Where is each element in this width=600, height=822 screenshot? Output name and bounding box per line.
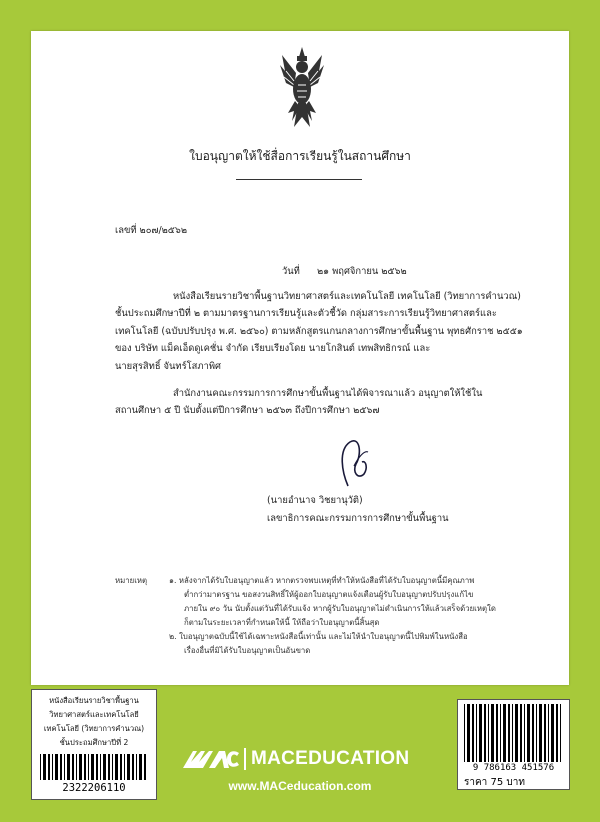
paragraph-line: ชั้นประถมศึกษาปีที่ ๒ ตามมาตรฐานการเรียนรู้และตัวชี้วัด กลุ่มสาระการเรียนรู้วิทยาศาสตร์และ [115,308,497,319]
barcode-bar [464,704,465,762]
barcode-bar [91,754,94,780]
note-line: เรื่องอื่นที่มิได้รับใบอนุญาตเป็นอันขาด [184,646,311,655]
barcode-bar [108,754,110,780]
note-line: ๒. ใบอนุญาตฉบับนี้ใช้ได้เฉพาะหนังสือนี้เท่านั้น และไม่ให้นำใบอนุญาตนี้ไปพิมพ์ในหนังสือ [169,632,468,641]
book-code: 2322206110 [62,782,126,794]
book-info-line: ชั้นประถมศึกษาปีที่ 2 [59,738,129,747]
document-title: ใบอนุญาตให้ใช้สื่อการเรียนรู้ในสถานศึกษา [189,149,411,163]
barcode-bar [100,754,101,780]
barcode-bar [144,754,146,780]
barcode-bar [491,704,494,762]
publisher-url: www.MACeducation.com [228,779,372,793]
barcode-bar [503,704,506,762]
barcode-bar [40,754,41,780]
barcode-bar [524,704,525,762]
license-document [31,31,569,685]
signer-title: เลขาธิการคณะกรรมการการศึกษาขั้นพื้นฐาน [267,513,449,524]
book-info-line: เทคโนโลยี (วิทยาการคำนวณ) [43,724,145,733]
signature-mark [328,436,388,490]
document-number: เลขที่ ๒๐๗/๒๕๖๒ [115,225,188,236]
barcode-bar [520,704,522,762]
barcode-bar [476,704,477,762]
barcode-bar [467,704,470,762]
barcode-bar [544,704,546,762]
barcode-bar [112,754,113,780]
barcode-bar [515,704,518,762]
date-value: ๒๑ พฤศจิกายน ๒๕๖๒ [317,266,407,277]
signer-name: (นายอำนาจ วิชยานุวัติ) [267,495,363,506]
barcode-bar [551,704,554,762]
barcode-bar [84,754,86,780]
note-line: ภายใน ๙๐ วัน นับตั้งแต่วันที่ได้รับแจ้ง หากผู้รับใบอนุญาตไม่ดำเนินการให้แล้วเสร็จด้วยเหตุใด [184,604,496,613]
barcode-bar [124,754,125,780]
paragraph-line: หนังสือเรียนรายวิชาพื้นฐานวิทยาศาสตร์และเทคโนโลยี เทคโนโลยี (วิทยาการคำนวณ) [173,291,521,302]
note-line: ๑. หลังจากได้รับใบอนุญาตแล้ว หากตรวจพบเหตุที่ทำให้หนังสือที่ได้รับใบอนุญาตนี้มีคุณภาพ [169,576,475,585]
barcode-bar [43,754,46,780]
barcode-bar [496,704,498,762]
note-line: ก็ตามในระยะเวลาที่กำหนดให้นี้ ให้ถือว่าใบอนุญาตนี้สิ้นสุด [184,618,380,627]
barcode-bar [508,704,510,762]
barcode-bar [512,704,513,762]
barcode-icon [38,754,150,780]
barcode-bar [548,704,549,762]
brand-divider [244,748,246,770]
barcode-bar [500,704,501,762]
barcode-bar [527,704,530,762]
date-label: วันที่ [282,266,300,277]
paragraph-line: นายสุรสิทธิ์ จันทร์โสภาพิศ [115,361,221,372]
paragraph-line: เทคโนโลยี (ฉบับปรับปรุง พ.ศ. ๒๕๖๐) ตามหลักสูตรแกนกลางการศึกษาขั้นพื้นฐาน พุทธศักราช ๒๕๕๑ [115,326,523,337]
barcode-bar [472,704,474,762]
mac-logo-icon [181,748,241,770]
barcode-bar [64,754,65,780]
barcode-bar [72,754,74,780]
barcode-bar [479,704,482,762]
barcode-bar [556,704,558,762]
barcode-bar [76,754,77,780]
barcode-bar [532,704,534,762]
barcode-bar [55,754,58,780]
book-info-line: หนังสือเรียนรายวิชาพื้นฐาน [49,696,139,705]
barcode-bar [52,754,53,780]
barcode-bar [103,754,106,780]
note-line: ต่ำกว่ามาตรฐาน ขอสงวนสิทธิ์ให้ผู้ออกใบอนุญาตแจ้งเตือนผู้รับใบอนุญาตปรับปรุงแก้ไข [184,590,474,599]
paragraph-line: ของ บริษัท แม็คเอ็ดดูเคชั่น จำกัด เรียบเรียงโดย นายโกสินต์ เทพสิทธิกรณ์ และ [115,343,431,354]
barcode-bar [67,754,70,780]
barcode-bar [139,754,142,780]
barcode-bar [539,704,542,762]
barcode-bar [60,754,62,780]
paragraph-line: สำนักงานคณะกรรมการการศึกษาขั้นพื้นฐานได้พิจารณาแล้ว อนุญาตให้ใช้ใน [173,388,483,399]
barcode-bar [127,754,130,780]
barcode-bar [536,704,537,762]
barcode-bar [120,754,122,780]
paragraph-line: สถานศึกษา ๕ ปี นับตั้งแต่ปีการศึกษา ๒๕๖๓ ถึงปีการศึกษา ๒๕๖๗ [115,405,380,416]
barcode-bar [488,704,489,762]
barcode-bar [560,704,561,762]
isbn-number: 9 786163 451576 [472,763,555,773]
barcode-bar [136,754,137,780]
book-info-line: วิทยาศาสตร์และเทคโนโลยี [49,710,139,719]
publisher-brand: MACEDUCATION [251,748,410,769]
isbn-box [457,699,570,790]
garuda-emblem-icon [280,47,324,129]
barcode-icon [462,704,565,762]
barcode-bar [79,754,82,780]
barcode-bar [88,754,89,780]
barcode-bar [132,754,134,780]
barcode-bar [484,704,486,762]
barcode-bar [115,754,118,780]
price-label: ราคา 75 บาท [464,777,525,788]
title-underline [236,179,362,180]
notes-label: หมายเหตุ [115,576,148,585]
barcode-bar [96,754,98,780]
barcode-bar [48,754,50,780]
